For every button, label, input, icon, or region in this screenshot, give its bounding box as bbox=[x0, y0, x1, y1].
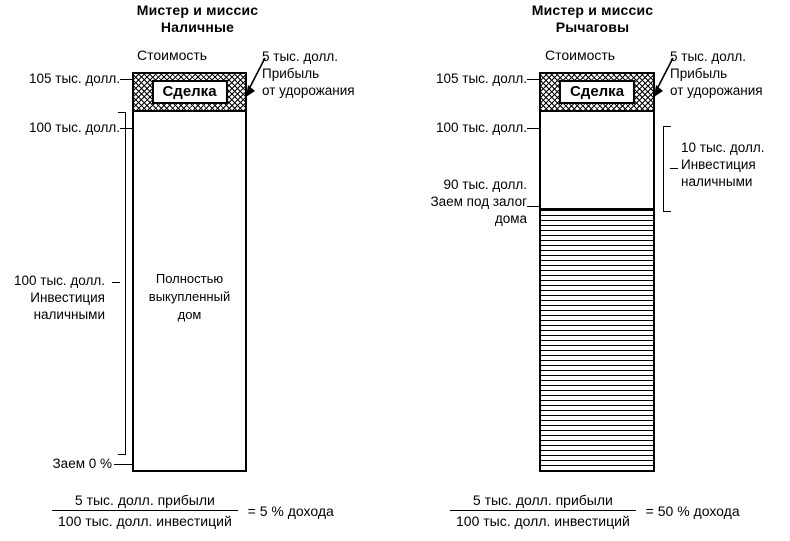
appreciation-callout-leverage bbox=[670, 48, 763, 99]
loan-value-leverage: 90 тыс. долл. bbox=[443, 177, 527, 192]
house-text-line3: дом bbox=[177, 307, 202, 322]
deal-label-leverage: Сделка bbox=[559, 80, 635, 104]
cost-label-leverage: Стоимость bbox=[545, 47, 616, 63]
panel-title-cash bbox=[0, 2, 395, 36]
formula-denominator-leverage: 100 тыс. долл. инвестиций bbox=[450, 510, 636, 529]
investment-brace-label-leverage bbox=[681, 139, 765, 190]
mid-value-label-cash: 100 тыс. долл. bbox=[28, 120, 120, 135]
panel-leverage bbox=[395, 0, 790, 541]
panel-title-line1: Мистер и миссис bbox=[136, 2, 259, 18]
formula-fraction-leverage bbox=[450, 492, 636, 529]
investment-line2-leverage: Инвестиция bbox=[681, 157, 756, 172]
loan-desc-line1-leverage: Заем под залог bbox=[430, 194, 527, 209]
formula-result-cash: = 5 % дохода bbox=[247, 502, 334, 519]
loan-zero-label-cash: Заем 0 % bbox=[52, 456, 112, 471]
formula-result-leverage: = 50 % дохода bbox=[645, 502, 740, 519]
formula-numerator-cash: 5 тыс. долл. прибыли bbox=[74, 492, 215, 508]
deal-label-cash: Сделка bbox=[151, 80, 227, 104]
mortgage-segment-leverage bbox=[541, 208, 653, 470]
panel-title-leverage bbox=[395, 2, 790, 36]
mid-value-label-leverage: 100 тыс. долл. bbox=[435, 120, 527, 135]
investment-line1-cash: 100 тыс. долл. bbox=[13, 273, 105, 288]
investment-line2-cash: Инвестиция bbox=[30, 290, 105, 305]
investment-brace-label-cash bbox=[0, 272, 105, 323]
leader-line-mid-leverage bbox=[527, 128, 539, 129]
deal-segment-leverage bbox=[541, 74, 653, 112]
cost-label-cash: Стоимость bbox=[137, 47, 208, 63]
equity-segment-leverage bbox=[541, 112, 653, 208]
callout-line2-leverage: Прибыль bbox=[670, 66, 728, 81]
bar-column-leverage bbox=[539, 72, 655, 472]
callout-line3-cash: от удорожания bbox=[262, 83, 355, 98]
formula-denominator-cash: 100 тыс. долл. инвестиций bbox=[52, 510, 238, 529]
deal-segment-cash bbox=[134, 74, 245, 112]
callout-line1-leverage: 5 тыс. долл. bbox=[670, 49, 746, 64]
callout-arrow-cash bbox=[243, 55, 267, 101]
investment-line3-cash: наличными bbox=[33, 307, 105, 322]
house-description-cash bbox=[134, 270, 245, 324]
leader-line-top-leverage bbox=[527, 79, 539, 80]
panel-title-line2-leverage: Рычаговы bbox=[555, 19, 630, 35]
leader-line-bottom-cash bbox=[114, 464, 132, 465]
panel-title-line2: Наличные bbox=[160, 19, 235, 35]
formula-leverage bbox=[450, 492, 740, 529]
loan-value-label-leverage bbox=[405, 176, 527, 227]
callout-line1-cash: 5 тыс. долл. bbox=[262, 49, 338, 64]
bar-column-cash bbox=[132, 72, 247, 472]
investment-brace-cash bbox=[112, 112, 128, 462]
formula-numerator-leverage: 5 тыс. долл. прибыли bbox=[472, 492, 613, 508]
appreciation-callout-cash bbox=[262, 48, 355, 99]
callout-line3-leverage: от удорожания bbox=[670, 83, 763, 98]
leader-line-top-cash bbox=[120, 79, 132, 80]
investment-line1-leverage: 10 тыс. долл. bbox=[681, 140, 765, 155]
callout-arrow-leverage bbox=[651, 55, 675, 101]
formula-cash bbox=[52, 492, 334, 529]
investment-line3-leverage: наличными bbox=[681, 174, 753, 189]
formula-fraction-cash bbox=[52, 492, 238, 529]
investment-brace-leverage bbox=[661, 126, 677, 214]
leader-line-loan-leverage bbox=[527, 206, 539, 207]
loan-desc-line2-leverage: дома bbox=[494, 211, 527, 226]
house-text-line1: Полностью bbox=[155, 271, 224, 286]
callout-line2-cash: Прибыль bbox=[262, 66, 320, 81]
top-value-label-cash: 105 тыс. долл. bbox=[28, 71, 120, 86]
house-text-line2: выкупленный bbox=[148, 289, 231, 304]
top-value-label-leverage: 105 тыс. долл. bbox=[435, 71, 527, 86]
panel-title-line1-leverage: Мистер и миссис bbox=[531, 2, 654, 18]
